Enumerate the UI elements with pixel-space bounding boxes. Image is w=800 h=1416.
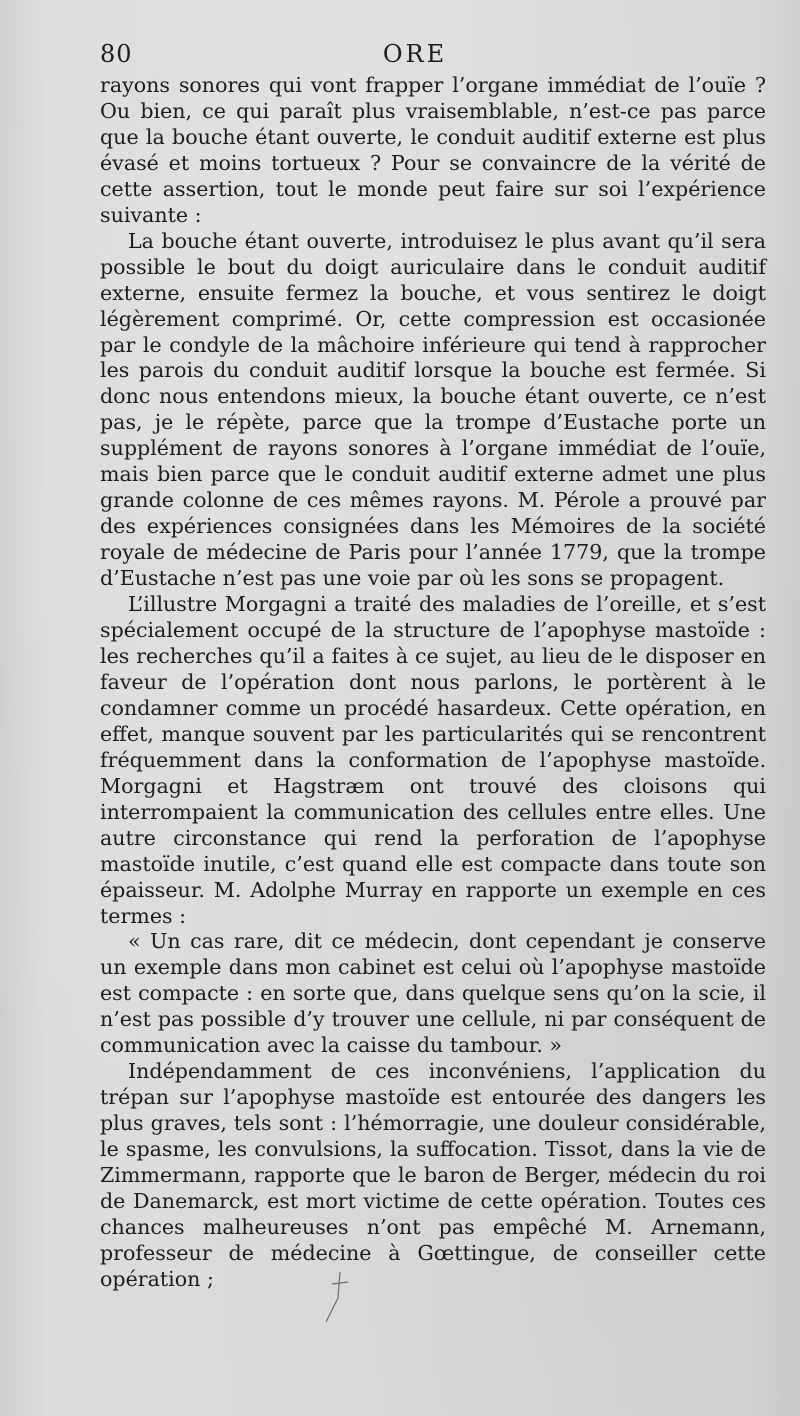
paragraph-continuation: rayons sonores qui vont frapper l’organe immédiat de l’ouïe ? Ou bien, ce qui paraît plus vraisemblable, n’est-ce pas parce que la bouche étant ouverte, le conduit auditif externe est plus évasé et moins tortueux ? Pour se convaincre de la vérité de cette assertion, tout le monde peut faire sur soi l’expérience suivante : bbox=[100, 73, 766, 227]
running-head: ORE bbox=[382, 40, 448, 68]
ink-mark-decoration bbox=[318, 1268, 358, 1328]
body-text bbox=[100, 73, 766, 1293]
paragraph-dangers: Indépendamment de ces inconvéniens, l’application du trépan sur l’apophyse mastoïde est entourée des dangers les plus graves, tels sont : l’hémorragie, une douleur considérable, le spasme, les convulsions, la suffocation. Tissot, dans la vie de Zimmermann, rapporte que le baron de Berger, médecin du roi de Danemarck, est mort victime de cette opération. Toutes ces chances malheureuses n’ont pas empêché M. Arnemann, professeur de médecine à Gœttingue, de conseiller cette opération ; bbox=[100, 1059, 766, 1291]
paragraph-quotation: « Un cas rare, dit ce médecin, dont cependant je conserve un exemple dans mon cabinet est celui où l’apophyse mastoïde est compacte : en sorte que, dans quelque sens qu’on la scie, il n’est pas possible d’y trouver une cellule, ni par conséquent de communication avec la caisse du tambour. » bbox=[100, 929, 766, 1058]
paragraph-morgagni: L’illustre Morgagni a traité des maladies de l’oreille, et s’est spécialement occupé de la structure de l’apophyse mastoïde : les recherches qu’il a faites à ce sujet, au lieu de le disposer en faveur de l’opération dont nous parlons, le portèrent à le condamner comme un procédé hasardeux. Cette opération, en effet, manque souvent par les particularités qui se rencontrent fréquemment dans la conformation de l’apophyse mastoïde. Morgagni et Hagstræm ont trouvé des cloisons qui interrompaient la communication des cellules entre elles. Une autre circonstance qui rend la perforation de l’apophyse mastoïde inutile, c’est quand elle est compacte dans toute son épaisseur. M. Adolphe Murray en rapporte un exemple en ces termes : bbox=[100, 592, 766, 928]
page-number: 80 bbox=[100, 40, 133, 68]
paragraph-experiment: La bouche étant ouverte, introduisez le plus avant qu’il sera possible le bout du doigt auriculaire dans le conduit auditif externe, ensuite fermez la bouche, et vous sentirez le doigt légèrement comprimé. Or, cette compression est occasionée par le condyle de la mâchoire inférieure qui tend à rapprocher les parois du conduit auditif lorsque la bouche est fermée. Si donc nous entendons mieux, la bouche étant ouverte, ce n’est pas, je le répète, parce que la trompe d’Eustache porte un supplément de rayons sonores à l’organe immédiat de l’ouïe, mais bien parce que le conduit auditif externe admet une plus grande colonne de ces mêmes rayons. M. Pérole a prouvé par des expériences consignées dans les Mémoires de la société royale de médecine de Paris pour l’année 1779, que la trompe d’Eustache n’est pas une voie par où les sons se propagent. bbox=[100, 228, 766, 591]
page-header bbox=[100, 40, 760, 74]
